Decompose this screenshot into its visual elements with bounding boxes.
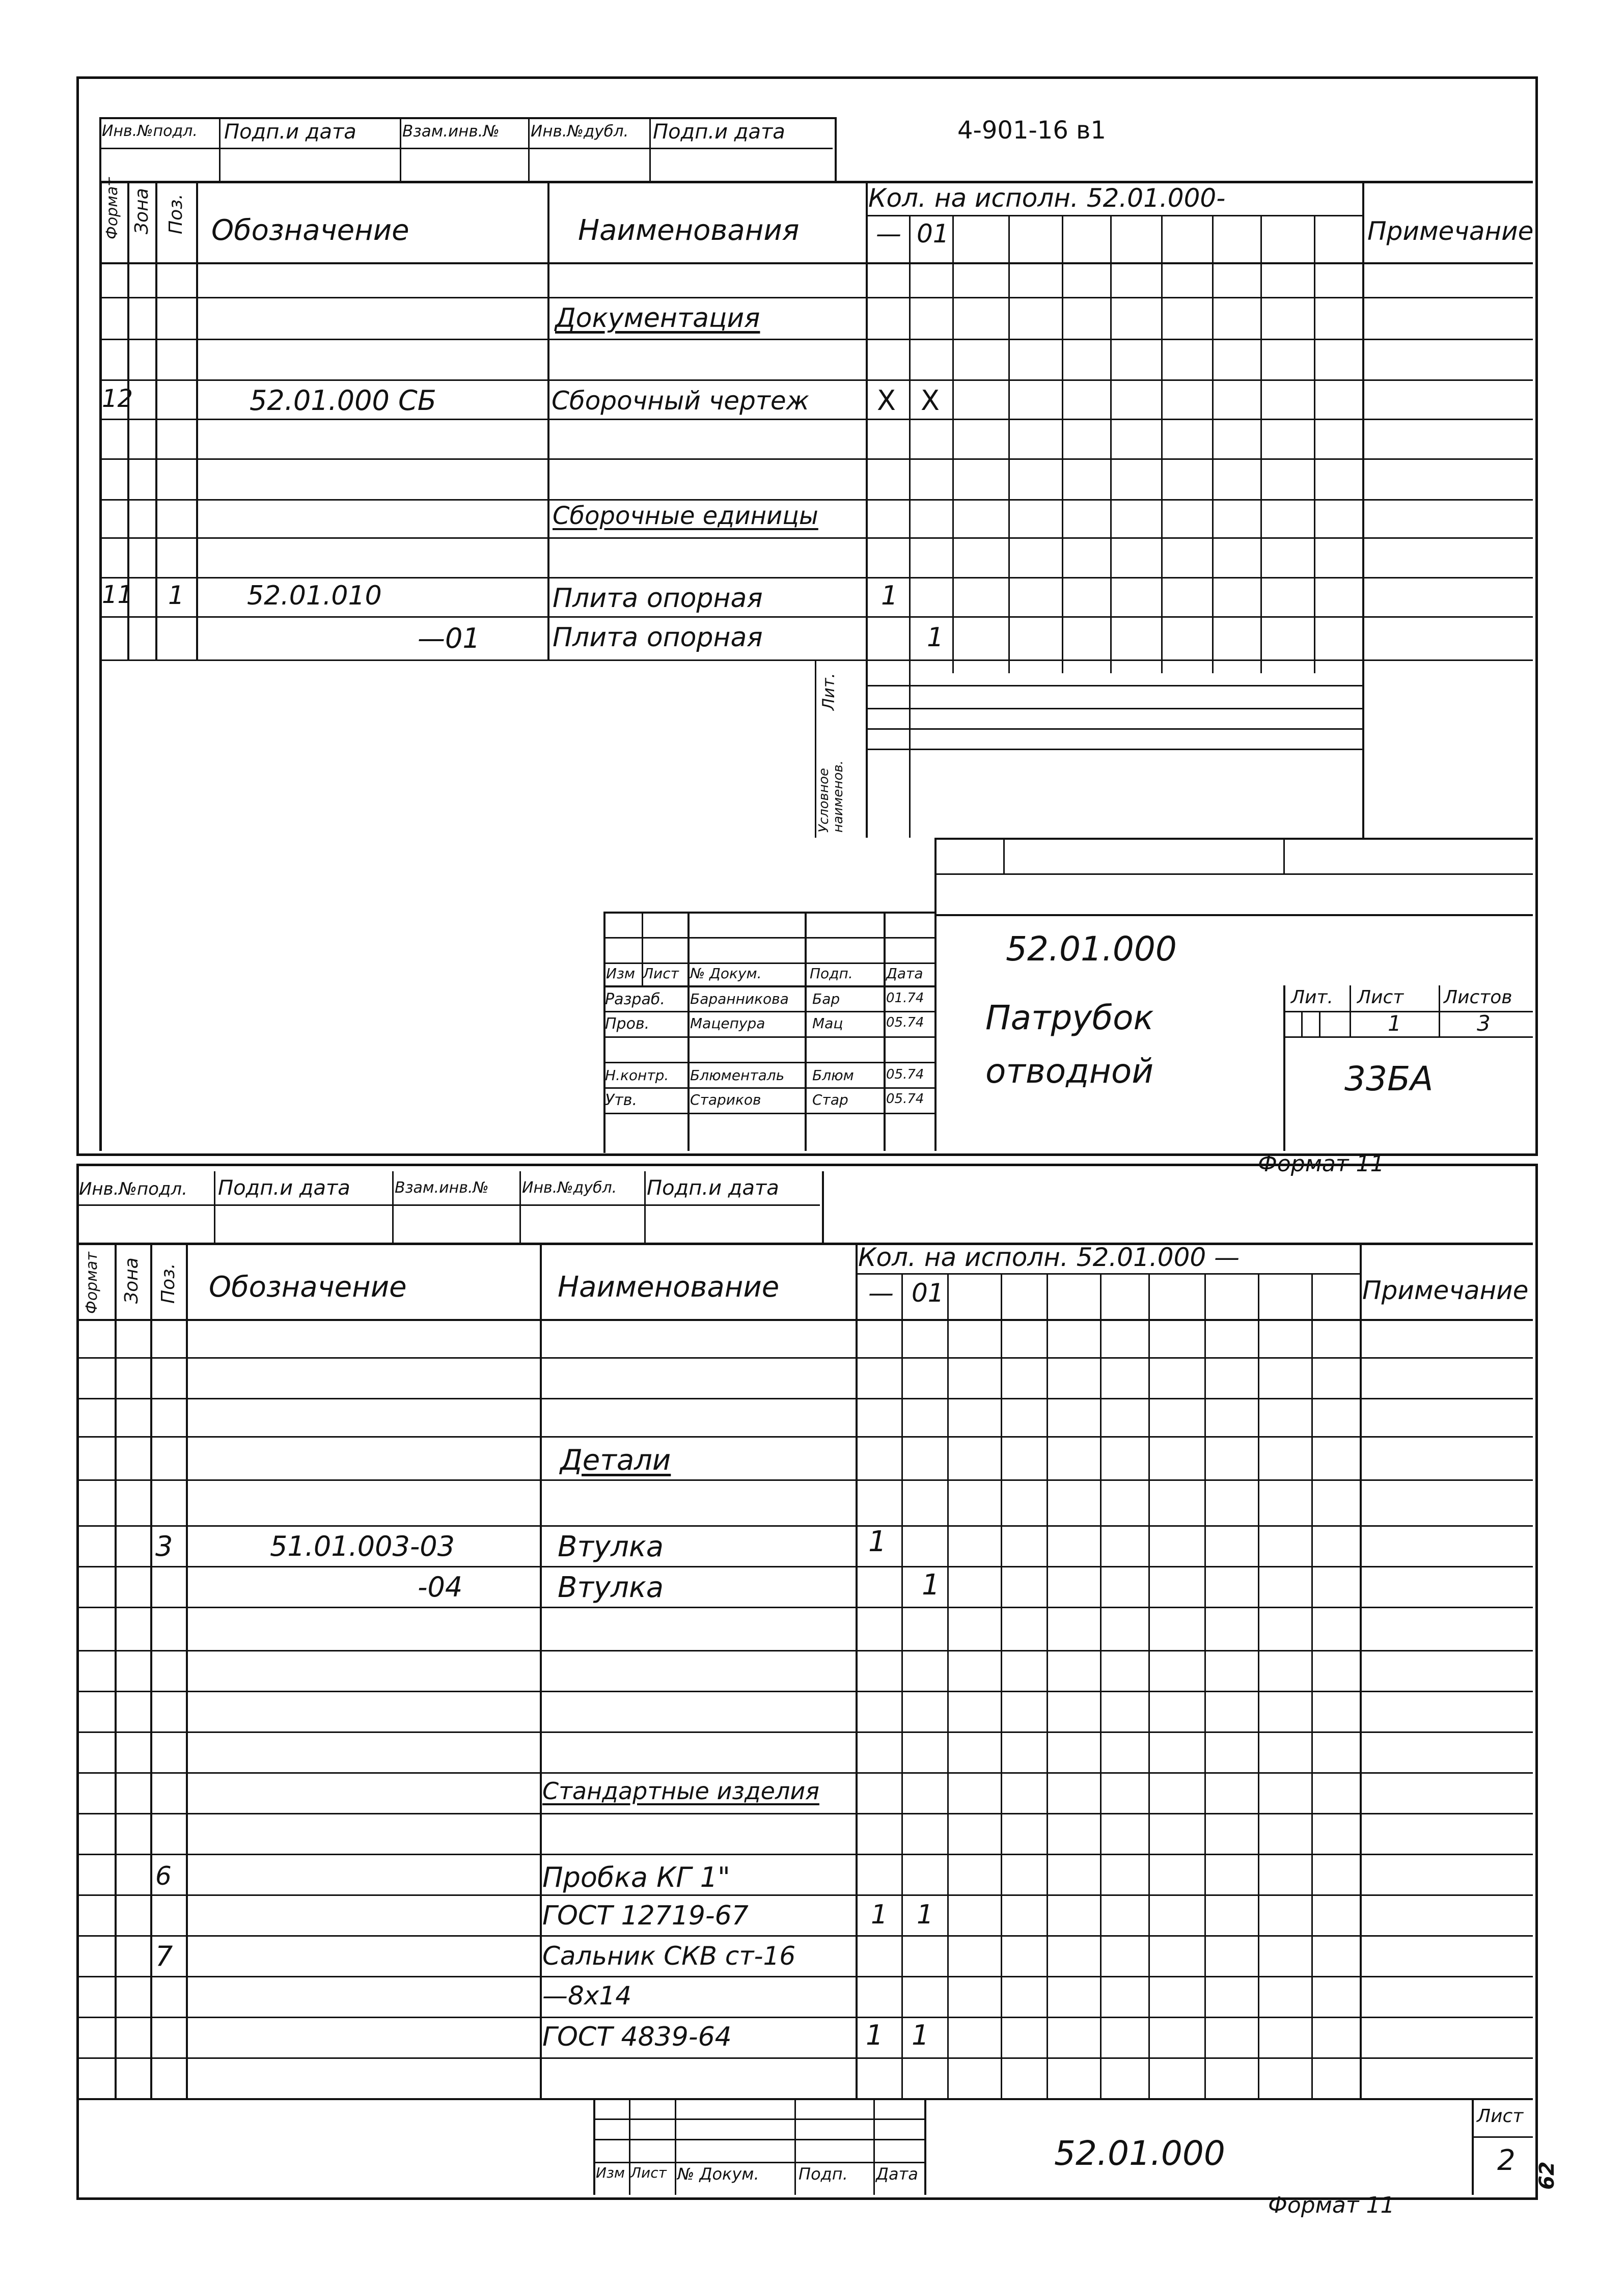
col2-pos: Поз. — [158, 1263, 179, 1304]
stamp-vzam: Взам.инв.№ — [402, 122, 500, 141]
tb-h-date: Дата — [886, 965, 923, 982]
tb-date-1: 01.74 — [886, 990, 924, 1006]
tb-sign-2: Мац — [812, 1015, 843, 1032]
stamp2-vzam: Взам.инв.№ — [395, 1179, 489, 1197]
col2-qty: Кол. на исполн. 52.01.000 — — [858, 1243, 1240, 1272]
tb-h-list: Лист — [643, 965, 679, 982]
tb-name-1: Баранникова — [690, 990, 789, 1007]
col-name: Наименования — [578, 214, 800, 247]
s2-row7-qty-2: 1 — [912, 2019, 929, 2051]
row2-format: 11 — [102, 581, 133, 609]
s2-tb-h-date: Дата — [876, 2164, 918, 2184]
col2-designation: Обозначение — [209, 1271, 407, 1304]
col-zone: Зона — [131, 188, 152, 234]
col-qty: Кол. на исполн. 52.01.000- — [868, 183, 1226, 213]
tb-sheet-value: 1 — [1388, 1011, 1401, 1036]
tb-product-1: Патрубок — [985, 998, 1154, 1037]
row3-qty-2: 1 — [927, 622, 944, 653]
s2-row1-name: Втулка — [558, 1530, 664, 1563]
tb-role-1: Разраб. — [605, 990, 665, 1008]
s2-row3-pos: 6 — [155, 1861, 172, 1891]
tb-lit-label: Лит. — [1291, 987, 1333, 1008]
tb-date-4: 05.74 — [886, 1091, 924, 1107]
col-qty-b: 01 — [917, 219, 949, 249]
tb-h-sign: Подп. — [810, 965, 853, 982]
stamp2-inv-dubl: Инв.№дубл. — [522, 1179, 617, 1197]
s2-tb-h-list: Лист — [630, 2164, 667, 2181]
s2-row2-designation: -04 — [418, 1571, 463, 1603]
tb-h-doc: № Докум. — [690, 965, 762, 982]
tb-h-izm: Изм — [606, 965, 635, 982]
section-parts: Детали — [560, 1444, 671, 1477]
row1-format: 12 — [102, 384, 133, 413]
col-qty-a: — — [876, 219, 901, 249]
doc-code: 4-901-16 в1 — [957, 116, 1106, 145]
tb-sign-1: Бар — [812, 990, 840, 1007]
tb-code: 52.01.000 — [1006, 929, 1177, 969]
row2-pos: 1 — [168, 581, 184, 610]
tb-name-3: Блюменталь — [690, 1067, 785, 1084]
tb-sheets-value: 3 — [1477, 1011, 1491, 1036]
s2-tb-sheet-label: Лист — [1477, 2106, 1524, 2127]
s2-row2-qty-2: 1 — [922, 1568, 940, 1602]
tb-role-2: Пров. — [605, 1015, 650, 1033]
s2-row7-name: ГОСТ 4839-64 — [542, 2022, 732, 2052]
stamp-podp-data: Подп.и дата — [224, 120, 356, 144]
s2-row1-designation: 51.01.003-03 — [270, 1530, 455, 1562]
title-block-grid — [603, 912, 937, 1153]
s2-tb-h-sign: Подп. — [799, 2164, 848, 2184]
row2-designation: 52.01.010 — [247, 581, 382, 611]
s2-row4-name: ГОСТ 12719-67 — [542, 1901, 749, 1931]
s2-tb-h-izm: Изм — [596, 2164, 625, 2181]
tb-sheet-label: Лист — [1357, 987, 1404, 1008]
col2-name: Наименование — [558, 1271, 780, 1304]
s2-row4-qty-1: 1 — [871, 1899, 888, 1930]
row1-name: Сборочный чертеж — [552, 386, 809, 416]
tb-role-4: Утв. — [605, 1091, 637, 1109]
tb-date-2: 05.74 — [886, 1015, 924, 1030]
stamp-inv-dubl: Инв.№дубл. — [531, 122, 629, 141]
s2-tb-sheet-value: 2 — [1497, 2144, 1516, 2177]
s2-row7-qty-1: 1 — [866, 2019, 884, 2051]
row1-qty-2: Х — [921, 384, 940, 417]
section-documentation: Документация — [555, 303, 760, 334]
tb-name-2: Мацепура — [690, 1015, 765, 1032]
stamp-podp-data-2: Подп.и дата — [653, 120, 785, 144]
col-note: Примечание — [1367, 216, 1534, 246]
tb-org: 33БА — [1344, 1059, 1434, 1098]
tb-sign-3: Блюм — [812, 1067, 854, 1084]
col-designation: Обозначение — [211, 214, 409, 247]
s2-row2-name: Втулка — [558, 1571, 664, 1604]
s2-tb-code: 52.01.000 — [1054, 2134, 1225, 2173]
s2-row6-name: —8х14 — [542, 1981, 632, 2011]
row1-qty-1: Х — [877, 384, 896, 417]
s2-row5-pos: 7 — [155, 1940, 173, 1972]
s2-row1-qty-1: 1 — [868, 1525, 887, 1558]
col-pos: Поз. — [166, 194, 186, 234]
stamp2-podp-data: Подп.и дата — [218, 1176, 350, 1200]
row2-name: Плита опорная — [553, 583, 763, 614]
tb-sheets-label: Листов — [1444, 987, 1512, 1008]
col2-format: Формат — [83, 1252, 101, 1314]
stamp-inv-podl: Инв.№подл. — [102, 122, 198, 140]
row2-qty-1: 1 — [881, 581, 898, 611]
tb-sign-4: Стар — [812, 1091, 848, 1108]
s2-row1-pos: 3 — [155, 1530, 173, 1562]
row1-designation: 52.01.000 СБ — [250, 384, 436, 417]
s2-tb-h-doc: № Докум. — [677, 2164, 759, 2184]
section-assembly: Сборочные единицы — [553, 502, 818, 530]
stamp2-podp-data-2: Подп.и дата — [647, 1176, 779, 1200]
tb-date-3: 05.74 — [886, 1067, 924, 1082]
format-label-1: Формат 11 — [1258, 1151, 1385, 1177]
col2-note: Примечание — [1362, 1276, 1529, 1305]
stamp2-inv-podl: Инв.№подл. — [79, 1179, 187, 1199]
side-lit-label: Лит. — [819, 673, 838, 710]
tb-product-2: отводной — [985, 1052, 1154, 1091]
format-label-2: Формат 11 — [1268, 2192, 1395, 2218]
sheet-1-left-border — [99, 181, 102, 1151]
col-format: Формат — [103, 177, 121, 239]
row3-name: Плита опорная — [553, 622, 763, 653]
side-number: 62 — [1535, 2161, 1559, 2190]
tb-name-4: Стариков — [690, 1091, 761, 1108]
s2-row3-name: Пробка КГ 1" — [542, 1861, 730, 1893]
col2-qty-a: — — [868, 1278, 894, 1308]
section-standard: Стандартные изделия — [542, 1777, 819, 1805]
s2-row4-qty-2: 1 — [917, 1899, 934, 1930]
s2-row5-name: Сальник СКВ ст-16 — [542, 1941, 796, 1971]
col2-qty-b: 01 — [912, 1278, 944, 1308]
tb-role-3: Н.контр. — [605, 1067, 669, 1084]
row3-designation: —01 — [418, 622, 480, 654]
side-cond-name: Условное наименов. — [816, 760, 846, 833]
col2-zone: Зона — [121, 1257, 142, 1304]
